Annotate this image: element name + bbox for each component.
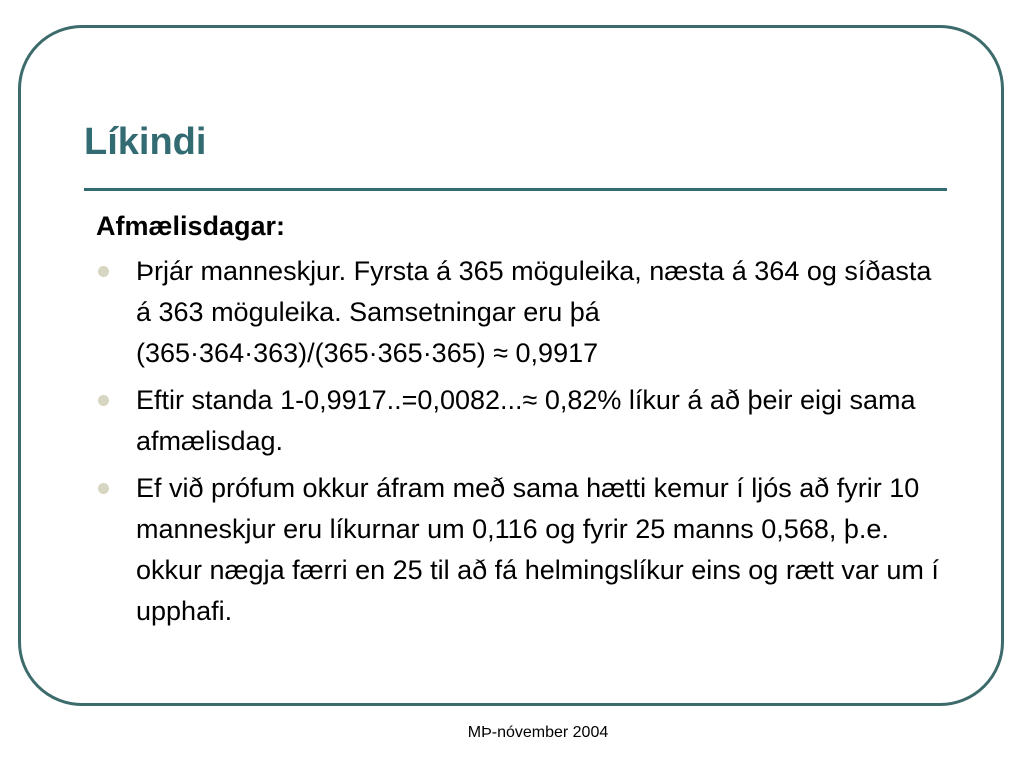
bullet-list <box>96 251 946 632</box>
bullet-dot-icon <box>98 266 109 277</box>
bullet-dot-icon <box>98 483 109 494</box>
bullet-item <box>96 251 946 374</box>
bullet-item <box>96 380 946 462</box>
slide-content <box>96 206 946 638</box>
bullet-text: Eftir standa 1-0,9917..=0,0082...≈ 0,82% líkur á að þeir eigi sama afmælisdag. <box>136 385 916 456</box>
slide-footer: MÞ-nóvember 2004 <box>467 724 609 741</box>
slide-title: Líkindi <box>84 121 207 163</box>
bullet-dot-icon <box>98 395 109 406</box>
bullet-item <box>96 468 946 632</box>
bullet-text: Þrjár manneskjur. Fyrsta á 365 möguleika, næsta á 364 og síðasta á 363 möguleika. Samsetningar eru þá (365·364·363)/(365·365·365) ≈ 0,9917 <box>136 256 932 368</box>
section-heading: Afmælisdagar: <box>96 211 286 241</box>
title-divider <box>84 188 947 191</box>
bullet-text: Ef við prófum okkur áfram með sama hætti kemur í ljós að fyrir 10 manneskjur eru líkurnar um 0,116 og fyrir 25 manns 0,568, þ.e. okkur nægja færri en 25 til að fá helmingslíkur eins og rætt var um í upphafi. <box>136 473 939 626</box>
